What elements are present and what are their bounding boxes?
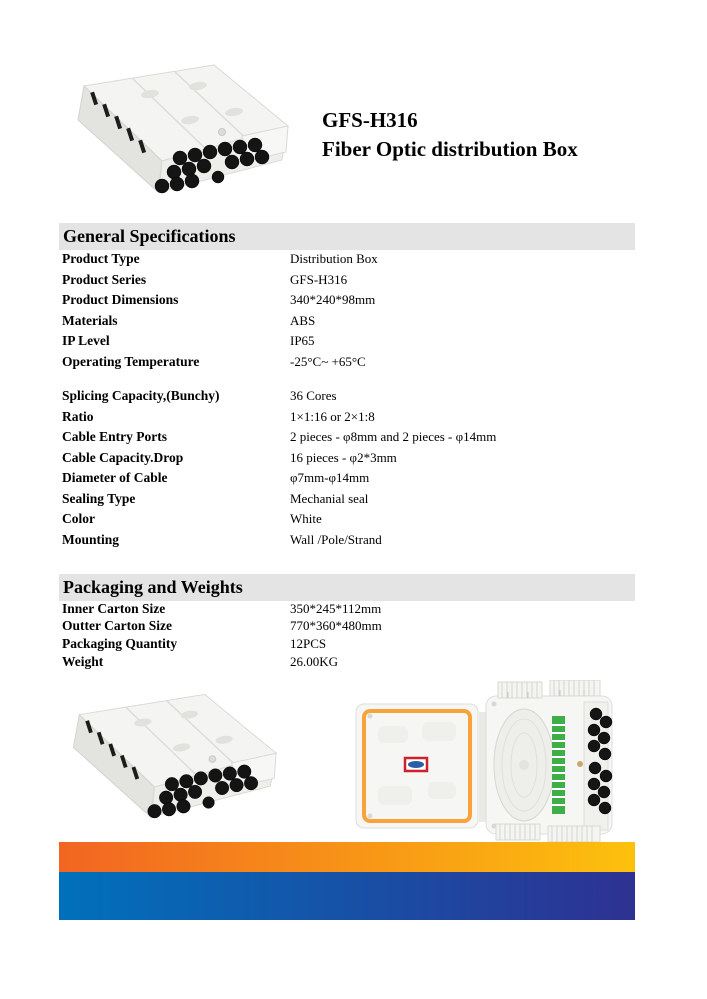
spec-row bbox=[62, 386, 635, 407]
spec-value: -25°C~ +65°C bbox=[290, 353, 366, 369]
splitter-adapters bbox=[552, 716, 565, 814]
spec-label: Operating Temperature bbox=[62, 353, 200, 369]
spec-row bbox=[62, 509, 635, 530]
cable-comb-top bbox=[498, 680, 600, 698]
spec-label: Color bbox=[62, 511, 95, 527]
spec-value: 340*240*98mm bbox=[290, 292, 376, 308]
spec-value: 350*245*112mm bbox=[290, 600, 382, 616]
spec-row bbox=[62, 290, 635, 311]
spec-value: Distribution Box bbox=[290, 251, 378, 267]
spec-row bbox=[62, 311, 635, 332]
spec-value: 16 pieces - φ2*3mm bbox=[290, 449, 397, 465]
spec-label: Weight bbox=[62, 653, 104, 669]
spec-value: Wall /Pole/Strand bbox=[290, 531, 382, 547]
spec-label: Mounting bbox=[62, 531, 120, 547]
spec-value: 26.00KG bbox=[290, 653, 339, 669]
spec-row bbox=[62, 270, 635, 291]
product-photo-closed-top bbox=[62, 58, 292, 210]
general-specs-group-1 bbox=[62, 249, 635, 372]
spec-row bbox=[62, 600, 635, 618]
spec-label: IP Level bbox=[62, 333, 110, 349]
spec-row bbox=[62, 653, 635, 671]
spec-row bbox=[62, 352, 635, 373]
brand-label bbox=[405, 758, 427, 771]
spec-value: IP65 bbox=[290, 333, 315, 349]
cable-comb-bottom bbox=[496, 824, 600, 842]
product-code: GFS-H316 bbox=[322, 108, 418, 132]
general-specs-group-2 bbox=[62, 386, 635, 550]
closed-box-illustration bbox=[58, 686, 280, 836]
spec-label: Sealing Type bbox=[62, 490, 136, 506]
spec-value: ABS bbox=[290, 312, 316, 328]
spec-value: 36 Cores bbox=[290, 388, 337, 404]
spec-value: 1×1:16 or 2×1:8 bbox=[290, 408, 375, 424]
spec-label: Diameter of Cable bbox=[62, 470, 168, 486]
spec-row bbox=[62, 427, 635, 448]
packaging-rows bbox=[62, 600, 635, 670]
spec-label: Cable Entry Ports bbox=[62, 429, 167, 445]
spec-row bbox=[62, 468, 635, 489]
spec-row bbox=[62, 489, 635, 510]
section-header-packaging-and-weights bbox=[59, 574, 635, 601]
product-title-block bbox=[322, 106, 578, 164]
spec-row bbox=[62, 331, 635, 352]
spec-label: Ratio bbox=[62, 408, 94, 424]
spec-value: 2 pieces - φ8mm and 2 pieces - φ14mm bbox=[290, 429, 497, 445]
section-heading: General Specifications bbox=[63, 226, 236, 246]
product-photo-closed-bottom bbox=[58, 686, 280, 836]
open-box-illustration bbox=[348, 680, 643, 842]
spec-label: Materials bbox=[62, 312, 118, 328]
spec-row bbox=[62, 249, 635, 270]
spec-row bbox=[62, 530, 635, 551]
product-photo-open-bottom bbox=[348, 680, 643, 842]
spec-label: Splicing Capacity,(Bunchy) bbox=[62, 388, 220, 404]
footer-orange-gradient-bar bbox=[59, 842, 635, 872]
spec-label: Inner Carton Size bbox=[62, 600, 166, 616]
spec-label: Product Dimensions bbox=[62, 292, 179, 308]
spec-row bbox=[62, 448, 635, 469]
footer-blue-gradient-bar bbox=[59, 872, 635, 920]
spec-value: φ7mm-φ14mm bbox=[290, 470, 370, 486]
closed-box-illustration bbox=[62, 58, 292, 210]
spec-value: GFS-H316 bbox=[290, 271, 348, 287]
spec-row bbox=[62, 407, 635, 428]
section-header-general-specifications bbox=[59, 223, 635, 250]
spec-label: Product Series bbox=[62, 271, 147, 287]
spec-label: Product Type bbox=[62, 251, 140, 267]
section-heading: Packaging and Weights bbox=[63, 577, 243, 597]
spec-value: 770*360*480mm bbox=[290, 618, 382, 634]
product-name: Fiber Optic distribution Box bbox=[322, 137, 578, 161]
spec-value: White bbox=[290, 511, 322, 527]
spec-row bbox=[62, 618, 635, 636]
spec-label: Outter Carton Size bbox=[62, 618, 172, 634]
spec-value: Mechanial seal bbox=[290, 490, 369, 506]
spec-value: 12PCS bbox=[290, 635, 327, 651]
spec-label: Packaging Quantity bbox=[62, 635, 178, 651]
spec-label: Cable Capacity.Drop bbox=[62, 449, 184, 465]
spec-row bbox=[62, 635, 635, 653]
